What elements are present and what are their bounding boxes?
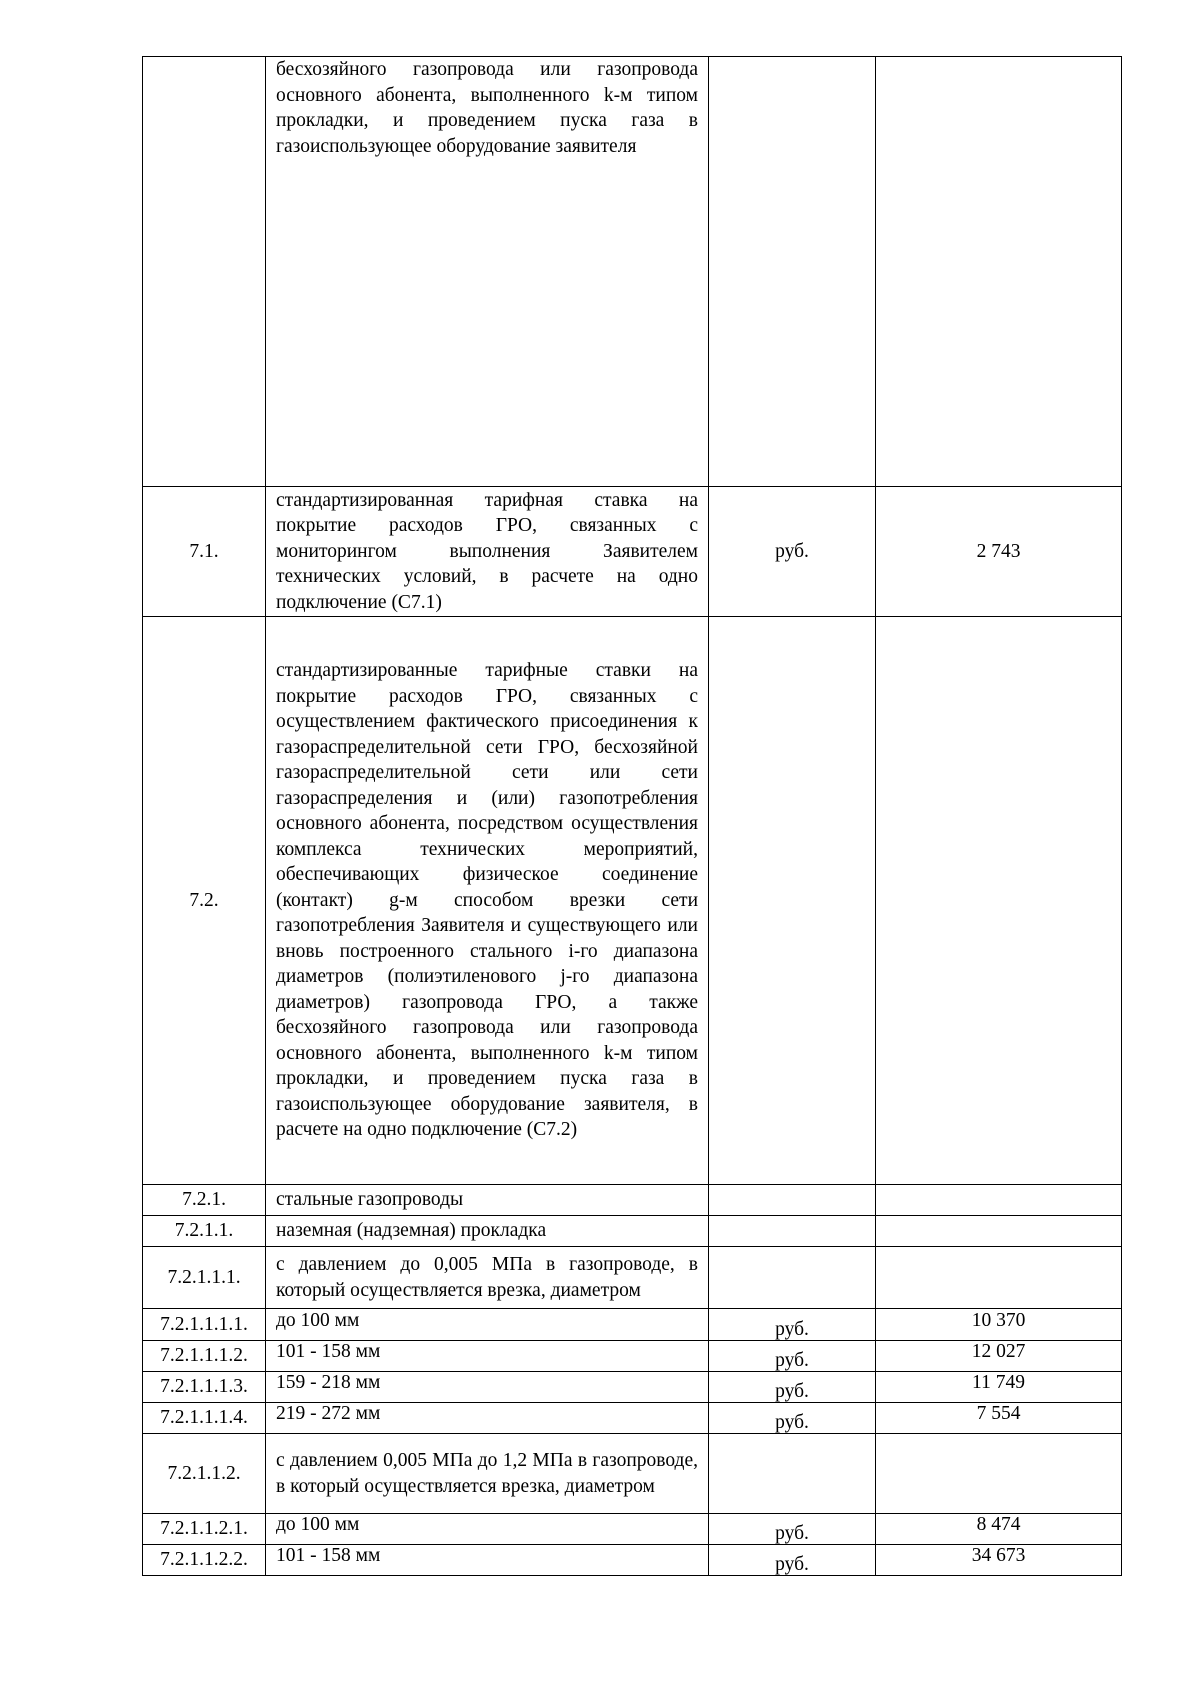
row-unit bbox=[709, 1434, 876, 1514]
row-unit bbox=[709, 1545, 876, 1576]
row-value bbox=[876, 1372, 1122, 1403]
table-row bbox=[143, 1372, 1122, 1403]
row-value bbox=[876, 1545, 1122, 1576]
row-description-text: до 100 мм bbox=[276, 1514, 360, 1536]
row-description: стандартизированная тарифная ставка на покрытие расходов ГРО, связанных с мониторингом выполнения Заявителем технических условий, в расчете на одно подключение (С7.1) bbox=[266, 487, 709, 617]
row-number: 7.2.1.1.1.1. bbox=[143, 1309, 266, 1341]
table-row bbox=[143, 1216, 1122, 1247]
row-number: 7.2.1.1.2. bbox=[143, 1434, 266, 1514]
row-value bbox=[876, 1341, 1122, 1372]
table-row bbox=[143, 1514, 1122, 1545]
row-value-text: 12 027 bbox=[971, 1341, 1026, 1363]
table-row bbox=[143, 1185, 1122, 1216]
row-number: 7.2.1.1.2.2. bbox=[143, 1545, 266, 1576]
table-row bbox=[143, 1545, 1122, 1576]
row-value bbox=[876, 1514, 1122, 1545]
row-value bbox=[876, 1403, 1122, 1434]
row-description: с давлением 0,005 МПа до 1,2 МПа в газопроводе, в который осуществляется врезка, диаметром bbox=[266, 1434, 709, 1514]
row-value bbox=[876, 1309, 1122, 1341]
row-description: наземная (надземная) прокладка bbox=[266, 1216, 709, 1247]
row-number: 7.2.1.1. bbox=[143, 1216, 266, 1247]
row-number: 7.2.1. bbox=[143, 1185, 266, 1216]
row-number: 7.2.1.1.1.3. bbox=[143, 1372, 266, 1403]
row-unit bbox=[709, 1309, 876, 1341]
row-unit-text: руб. bbox=[775, 1554, 809, 1576]
row-number bbox=[143, 57, 266, 487]
table-row bbox=[143, 1434, 1122, 1514]
row-description-text: до 100 мм bbox=[276, 1309, 360, 1331]
row-unit bbox=[709, 1247, 876, 1309]
row-unit-text: руб. bbox=[775, 1318, 809, 1340]
row-description: бесхозяйного газопровода или газопровода основного абонента, выполненного k-м типом прокладки, и проведением пуска газа в газоиспользующее оборудование заявителя bbox=[266, 57, 709, 487]
row-number: 7.2.1.1.1.2. bbox=[143, 1341, 266, 1372]
row-value-text: 10 370 bbox=[971, 1309, 1026, 1331]
row-unit bbox=[709, 1514, 876, 1545]
row-description bbox=[266, 1372, 709, 1403]
row-number: 7.2.1.1.1.4. bbox=[143, 1403, 266, 1434]
row-value bbox=[876, 1434, 1122, 1514]
row-number: 7.2.1.1.1. bbox=[143, 1247, 266, 1309]
row-unit bbox=[709, 57, 876, 487]
row-value-text: 11 749 bbox=[972, 1372, 1025, 1394]
row-value bbox=[876, 1216, 1122, 1247]
row-unit-text: руб. bbox=[775, 1381, 809, 1403]
row-description-text: 101 - 158 мм bbox=[276, 1545, 381, 1567]
row-number: 7.1. bbox=[143, 487, 266, 617]
row-unit: руб. bbox=[709, 487, 876, 617]
row-unit bbox=[709, 1185, 876, 1216]
row-value-text: 8 474 bbox=[976, 1514, 1021, 1536]
table-row bbox=[143, 1341, 1122, 1372]
row-description bbox=[266, 1514, 709, 1545]
row-value-text: 34 673 bbox=[971, 1545, 1026, 1567]
table-row bbox=[143, 617, 1122, 1185]
row-description: с давлением до 0,005 МПа в газопроводе, в который осуществляется врезка, диаметром bbox=[266, 1247, 709, 1309]
row-description bbox=[266, 1341, 709, 1372]
row-unit-text: руб. bbox=[775, 1523, 809, 1545]
row-description bbox=[266, 1309, 709, 1341]
table-row bbox=[143, 1403, 1122, 1434]
tariff-table bbox=[142, 56, 1122, 1576]
row-description: стандартизированные тарифные ставки на покрытие расходов ГРО, связанных с осуществлением фактического присоединения к газораспределительной сети ГРО, бесхозяйной газораспределительной сети или сети газораспределения и (или) газопотребления основного абонента, посредством осуществления комплекса технических мероприятий, обеспечивающих физическое соединение (контакт) g-м способом врезки сети газопотребления Заявителя и существующего или вновь построенного стального i-го диапазона диаметров (полиэтиленового j-го диапазона диаметров) газопровода ГРО, а также бесхозяйного газопровода или газопровода основного абонента, выполненного k-м типом прокладки, и проведением пуска газа в газоиспользующее оборудование заявителя, в расчете на одно подключение (С7.2) bbox=[266, 617, 709, 1185]
row-description bbox=[266, 1403, 709, 1434]
row-description: стальные газопроводы bbox=[266, 1185, 709, 1216]
table-row bbox=[143, 1247, 1122, 1309]
row-description bbox=[266, 1545, 709, 1576]
table-row bbox=[143, 57, 1122, 487]
row-number: 7.2.1.1.2.1. bbox=[143, 1514, 266, 1545]
row-unit-text: руб. bbox=[775, 1412, 809, 1434]
row-unit bbox=[709, 1216, 876, 1247]
row-unit bbox=[709, 617, 876, 1185]
row-value bbox=[876, 617, 1122, 1185]
row-unit bbox=[709, 1341, 876, 1372]
row-description-text: 101 - 158 мм bbox=[276, 1341, 381, 1363]
row-unit bbox=[709, 1372, 876, 1403]
row-value-text: 7 554 bbox=[976, 1403, 1021, 1425]
row-description-text: 159 - 218 мм bbox=[276, 1372, 381, 1394]
row-unit-text: руб. bbox=[775, 1350, 809, 1372]
row-number: 7.2. bbox=[143, 617, 266, 1185]
row-value bbox=[876, 1185, 1122, 1216]
row-value bbox=[876, 1247, 1122, 1309]
row-description-text: 219 - 272 мм bbox=[276, 1403, 381, 1425]
row-value: 2 743 bbox=[876, 487, 1122, 617]
row-unit bbox=[709, 1403, 876, 1434]
row-value bbox=[876, 57, 1122, 487]
table-row bbox=[143, 487, 1122, 617]
table-row bbox=[143, 1309, 1122, 1341]
